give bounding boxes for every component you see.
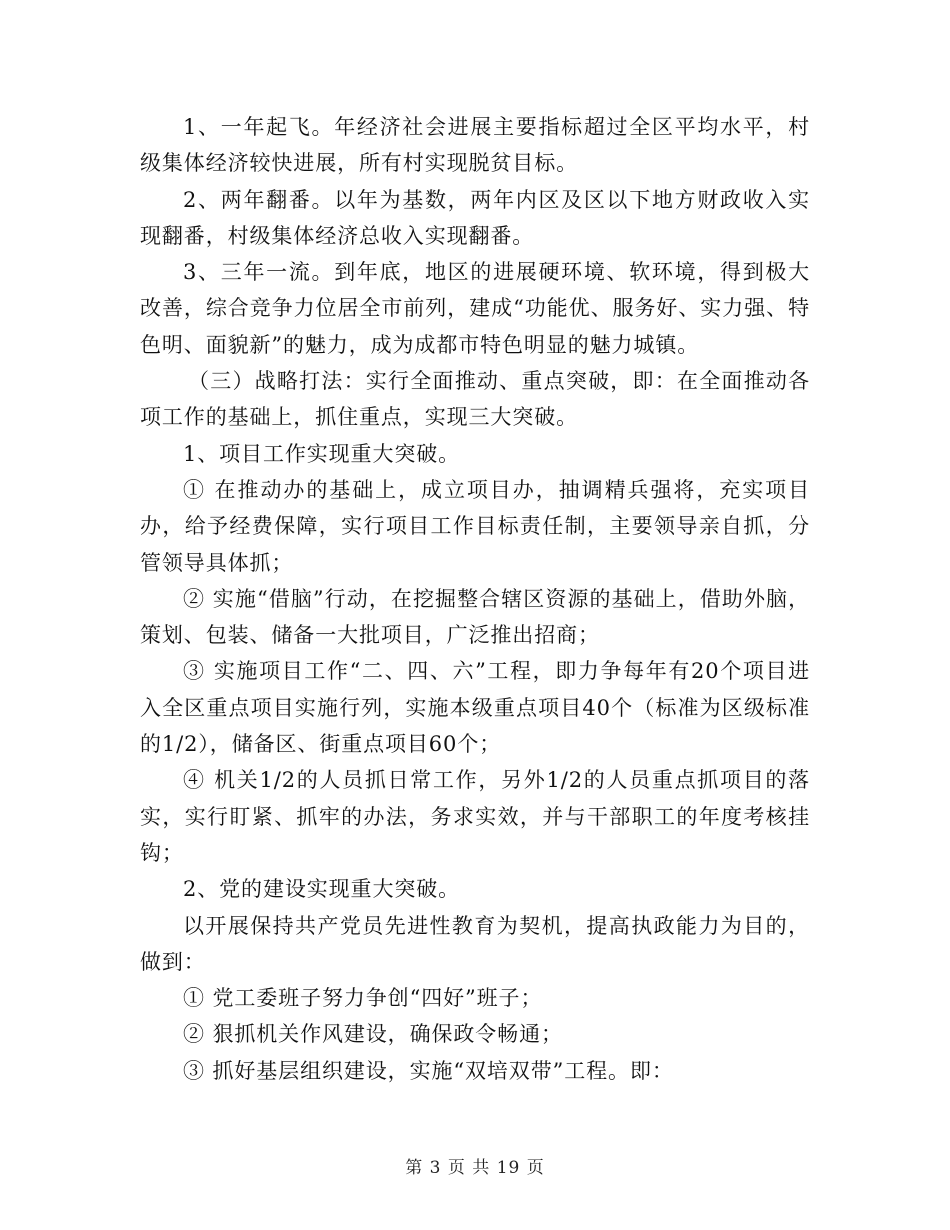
- document-body: [140, 109, 810, 1089]
- page-number-footer: 第 3 页 共 19 页: [405, 1158, 545, 1178]
- paragraph-project-item-4: ④ 机关1/2的人员抓日常工作，另外1/2的人员重点抓项目的落实，实行盯紧、抓牢的办法，务求实效，并与干部职工的年度考核挂钩；: [140, 768, 810, 865]
- paragraph-goal-year-three: 3、三年一流。到年底，地区的进展硬环境、软环境，得到极大改善，综合竞争力位居全市前列，建成“功能优、服务好、实力强、特色明、面貌新”的魅力，成为成都市特色明显的魅力城镇。: [140, 260, 810, 357]
- paragraph-party-item-2: ② 狠抓机关作风建设，确保政令畅通；: [183, 1022, 563, 1047]
- paragraph-strategy-heading: （三）战略打法：实行全面推动、重点突破，即：在全面推动各项工作的基础上，抓住重点，实现三大突破。: [140, 369, 810, 430]
- paragraph-party-intro: 以开展保持共产党员先进性教育为契机，提高执政能力为目的，做到：: [140, 913, 810, 974]
- paragraph-project-item-2: ② 实施“借脑”行动，在挖掘整合辖区资源的基础上，借助外脑，策划、包装、储备一大批项目，广泛推出招商；: [140, 586, 810, 648]
- paragraph-party-item-3: ③ 抓好基层组织建设，实施“双培双带”工程。即：: [183, 1058, 674, 1083]
- paragraph-project-item-3: ③ 实施项目工作“二、四、六”工程，即力争每年有20个项目进入全区重点项目实施行列，实施本级重点项目40个（标准为区级标准的1/2），储备区、街重点项目60个；: [140, 659, 810, 757]
- paragraph-party-item-1: ① 党工委班子努力争创“四好”班子；: [183, 986, 543, 1011]
- paragraph-goal-year-one: 1、一年起飞。年经济社会进展主要指标超过全区平均水平，村级集体经济较快进展，所有村实现脱贫目标。: [140, 115, 810, 176]
- paragraph-party-breakthrough: 2、党的建设实现重大突破。: [183, 877, 461, 902]
- paragraph-goal-year-two: 2、两年翻番。以年为基数，两年内区及区以下地方财政收入实现翻番，村级集体经济总收入实现翻番。: [140, 187, 810, 248]
- paragraph-project-breakthrough: 1、项目工作实现重大突破。: [183, 441, 461, 466]
- paragraph-project-item-1: ① 在推动办的基础上，成立项目办，抽调精兵强将，充实项目办，给予经费保障，实行项目工作目标责任制，主要领导亲自抓，分管领导具体抓；: [140, 477, 810, 575]
